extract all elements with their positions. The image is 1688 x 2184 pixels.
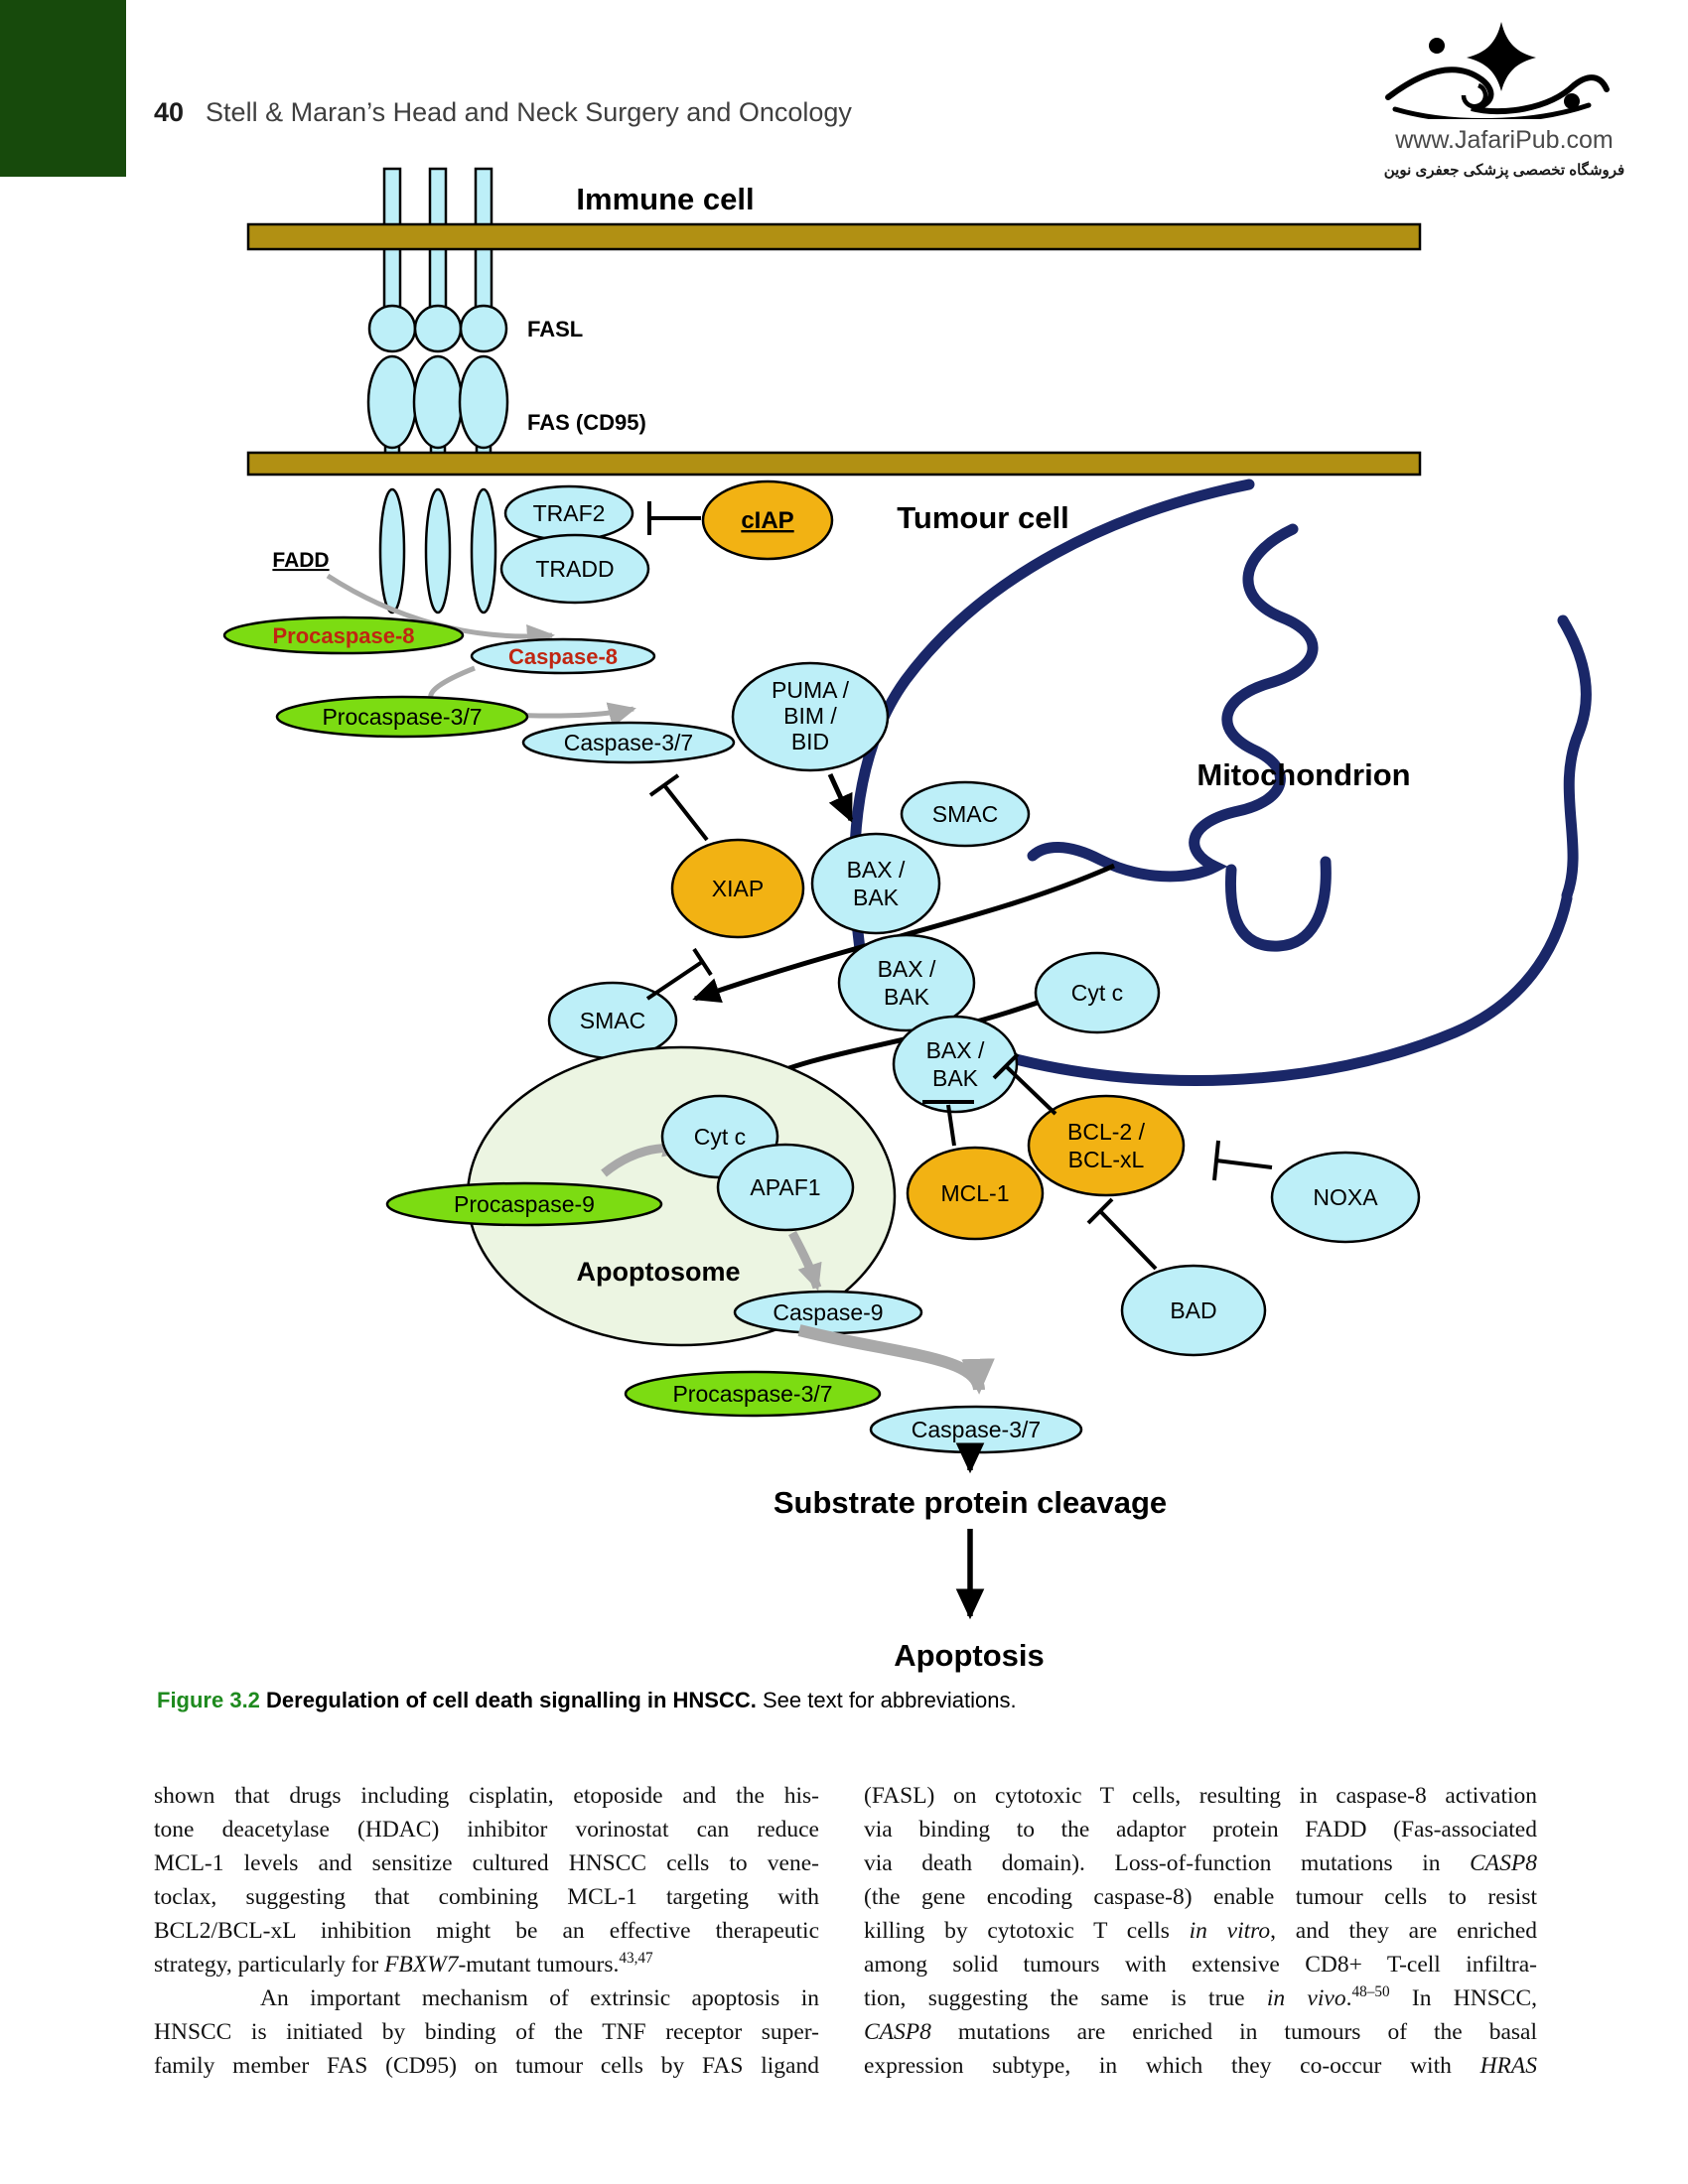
body-text-line: via binding to the adaptor protein FADD (Fas-associated (864, 1817, 1537, 1843)
node-puma-line3: BID (790, 729, 830, 754)
node-baxbak-2-line1: BAX / (877, 956, 936, 982)
body-text-line: via death domain). Loss-of-function mutations in CASP8 (864, 1850, 1537, 1876)
fas-receptor-trimer (368, 356, 507, 448)
body-text-line: among solid tumours with extensive CD8+ T-cell infiltra- (864, 1952, 1537, 1978)
node-baxbak-2-line2: BAK (883, 984, 930, 1010)
body-text-line: family member FAS (CD95) on tumour cells by FAS ligand (154, 2053, 819, 2079)
node-puma-line2: BIM / (783, 703, 837, 729)
substrate-cleavage-label: Substrate protein cleavage (773, 1485, 1168, 1520)
body-text-line: tion, suggesting the same is true in vivo.$^{48-50}$ In HNSCC, (864, 1983, 1537, 2011)
node-procaspase37-1-label: Procaspase-3/7 (322, 704, 483, 730)
node-baxbak-3-line2: BAK (931, 1065, 979, 1091)
body-text-line: shown that drugs including cisplatin, etoposide and the his- (154, 1783, 819, 1809)
book-title: Stell & Maran’s Head and Neck Surgery and Oncology (206, 97, 852, 127)
inhibition-xiap-caspase37 (650, 775, 707, 840)
body-text-line: BCL2/BCL-xL inhibition might be an effective therapeutic (154, 1918, 819, 1944)
body-column-left (154, 1779, 819, 2083)
inhibition-noxa-bcl2 (1214, 1141, 1272, 1180)
node-smac-1-label: SMAC (931, 801, 999, 827)
node-baxbak-3 (894, 1017, 1017, 1112)
node-baxbak-3-line1: BAX / (925, 1037, 985, 1063)
body-text-line: MCL-1 levels and sensitize cultured HNSCC cells to vene- (154, 1850, 819, 1876)
node-smac-2-label: SMAC (579, 1008, 646, 1033)
node-apaf1-label: APAF1 (750, 1174, 821, 1200)
node-caspase37-1-label: Caspase-3/7 (563, 730, 694, 755)
node-procaspase8-label: Procaspase-8 (272, 623, 415, 648)
node-procaspase9-label: Procaspase-9 (454, 1191, 595, 1217)
node-cytc-2-label: Cyt c (693, 1124, 747, 1150)
tumour-cell-membrane (248, 453, 1420, 475)
body-text-line: toclax, suggesting that combining MCL-1 targeting with (154, 1884, 819, 1910)
node-caspase9-label: Caspase-9 (773, 1299, 884, 1325)
fadd-tails (380, 489, 495, 613)
fasl-trimer (369, 306, 506, 351)
body-text-line: (FASL) on cytotoxic T cells, resulting in caspase-8 activation (864, 1783, 1537, 1809)
node-bcl2-line2: BCL-xL (1067, 1147, 1145, 1172)
body-text-line: killing by cytotoxic T cells in vitro, and they are enriched (864, 1918, 1537, 1944)
node-caspase37-2-label: Caspase-3/7 (911, 1417, 1042, 1442)
fadd-label: FADD (272, 549, 330, 572)
node-noxa-label: NOXA (1313, 1184, 1378, 1210)
publisher-tagline: فروشگاه تخصصی پزشکی جعفری نوین (1383, 162, 1625, 179)
figure-caption: Figure 3.2 Deregulation of cell death signalling in HNSCC. See text for abbreviations. (157, 1688, 1017, 1712)
body-column-right (864, 1779, 1537, 2083)
inhibition-smac-xiap (647, 949, 711, 999)
node-baxbak-1-line2: BAK (852, 885, 900, 910)
node-traf2-label: TRAF2 (532, 500, 606, 526)
node-bcl2-line1: BCL-2 / (1067, 1119, 1145, 1145)
node-xiap-label: XIAP (711, 876, 765, 901)
page-number: 40 (154, 97, 185, 127)
body-text-line: (the gene encoding caspase-8) enable tumour cells to resist (864, 1884, 1537, 1910)
apoptosis-label: Apoptosis (894, 1638, 1045, 1673)
node-baxbak-1-line1: BAX / (846, 857, 906, 883)
fasl-label: FASL (527, 317, 584, 341)
immune-cell-label: Immune cell (576, 182, 755, 216)
immune-cell-membrane (248, 224, 1420, 249)
node-puma-line1: PUMA / (772, 677, 849, 703)
inhibition-ciap-traf2 (649, 501, 701, 535)
body-text-line: HNSCC is initiated by binding of the TNF receptor super- (154, 2019, 819, 2045)
mitochondrion-label: Mitochondrion (1196, 757, 1411, 792)
body-text-line: An important mechanism of extrinsic apoptosis in (154, 1985, 819, 2011)
node-bad-label: BAD (1170, 1297, 1217, 1323)
apoptosome-label: Apoptosome (576, 1257, 741, 1287)
node-cytc-1-label: Cyt c (1070, 980, 1124, 1006)
node-ciap-label: cIAP (741, 507, 794, 534)
node-procaspase37-2-label: Procaspase-3/7 (672, 1381, 833, 1407)
fas-label: FAS (CD95) (527, 410, 646, 435)
node-baxbak-1 (812, 834, 939, 933)
body-text-line: tone deacetylase (HDAC) inhibitor vorinostat can reduce (154, 1817, 819, 1843)
arrow-puma-baxbak (830, 774, 851, 820)
body-text-line: strategy, particularly for FBXW7-mutant tumours.$^{43,47}$ (154, 1950, 653, 1978)
node-mcl1-label: MCL-1 (940, 1180, 1010, 1206)
inhibition-bad-bcl2 (1088, 1199, 1156, 1269)
body-text-line: CASP8 mutations are enriched in tumours of the basal (864, 2019, 1537, 2045)
body-text-line: expression subtype, in which they co-occur with HRAS (864, 2053, 1537, 2079)
tumour-cell-label: Tumour cell (897, 500, 1069, 535)
node-tradd-label: TRADD (535, 556, 615, 582)
node-caspase8-label: Caspase-8 (507, 644, 619, 669)
publisher-url: www.JafariPub.com (1395, 126, 1614, 154)
